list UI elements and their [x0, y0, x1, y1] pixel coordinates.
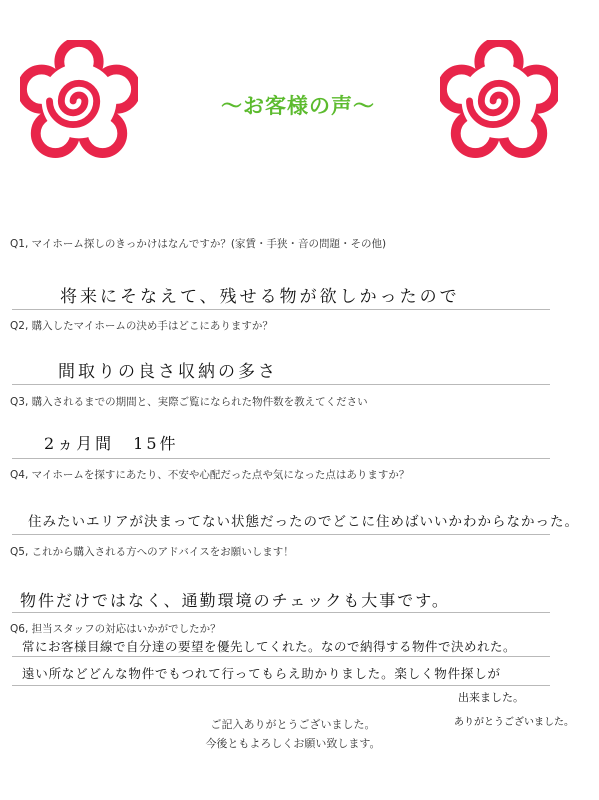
- answer-line: [12, 458, 550, 459]
- answer-2: 間取りの良さ収納の多さ: [58, 362, 278, 382]
- answer-6-line-1: 常にお客様目線で自分達の要望を優先してくれた。なので納得する物件で決めれた。: [22, 639, 517, 654]
- question-5: Q5, これから購入される方へのアドバイスをお願いします！: [10, 546, 294, 558]
- question-3: Q3, 購入されるまでの期間と、実際ご覧になられた物件数を教えてください: [10, 396, 368, 408]
- question-1: Q1, マイホーム探しのきっかけはなんですか？(家賃・手狭・音の問題・その他): [10, 238, 387, 250]
- answer-line: [12, 656, 550, 657]
- footer-regards: 今後ともよろしくお願い致します。: [205, 737, 381, 750]
- answer-line: [12, 534, 550, 535]
- question-6: Q6, 担当スタッフの対応はいかがでしたか？: [10, 623, 221, 635]
- answer-line: [12, 612, 550, 613]
- answer-line: [12, 384, 550, 385]
- answer-6-line-4: ありがとうございました。: [454, 717, 574, 728]
- red-flower-icon: [440, 40, 558, 158]
- question-4: Q4, マイホームを探すにあたり、不安や心配だった点や気になった点はありますか？: [10, 469, 410, 481]
- red-flower-icon: [20, 40, 138, 158]
- answer-3: 2ヵ月間 15件: [44, 434, 179, 453]
- answer-5: 物件だけではなく、通勤環境のチェックも大事です。: [20, 591, 450, 610]
- footer-thanks: ご記入ありがとうございました。: [210, 718, 376, 731]
- page-title: 〜お客様の声〜: [221, 94, 375, 118]
- answer-6-line-2: 遠い所などどんな物件でもつれて行ってもらえ助かりました。楽しく物件探しが: [22, 666, 501, 681]
- question-2: Q2, 購入したマイホームの決め手はどこにありますか？: [10, 320, 273, 332]
- answer-6-line-3: 出来ました。: [458, 691, 524, 704]
- answer-line: [12, 685, 550, 686]
- answer-4: 住みたいエリアが決まってない状態だったのでどこに住めばいいかわからなかった。: [28, 514, 579, 530]
- answer-1: 将来にそなえて、残せる物が欲しかったので: [60, 287, 460, 307]
- answer-line: [12, 309, 550, 310]
